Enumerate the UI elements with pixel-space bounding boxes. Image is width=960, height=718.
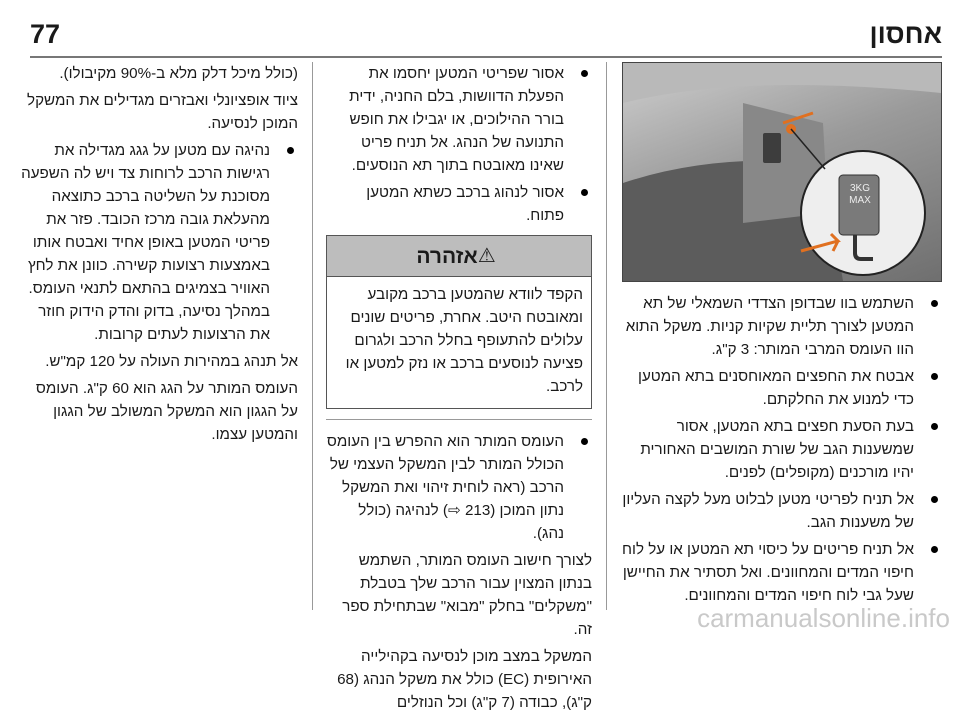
bullet-icon (931, 546, 938, 553)
page-number: 77 (30, 19, 61, 49)
paragraph: העומס המותר על הגג הוא 60 ק"ג. העומס על הגגון הוא המשקל המשולב של הגגון והמטען עצמו. (35, 380, 298, 443)
column-divider (606, 62, 607, 610)
warning-text: הקפד לוודא שהמטען ברכב מקובע ומאובטח היטב. אחרת, פריטים שונים עלולים להתעופף בחלל הרכב ולגרום פציעה לנוסעים ברכב או נזק למטען או לרכב. (345, 286, 583, 395)
list-item: אבטח את החפצים המאוחסנים בתא המטען כדי למנוע את החלקתם. (622, 365, 942, 411)
column-2 (326, 62, 592, 718)
list-item: העומס המותר הוא ההפרש בין העומס הכולל המותר לבין המשקל העצמי של הרכב (ראה לוחית זיהוי ואת המשקל נתון המוכן (213 ⇨) לנהיגה (כולל נהג). (326, 430, 592, 545)
bullet-icon (931, 423, 938, 430)
list-item: נהיגה עם מטען על גגג מגדילה את רגישות הרכב לרוחות צד ויש לה השפעה מסוכנת על השליטה ברכב כתוצאה מהעלאת גובה מרכז הכובד. פזר את פריטי המטען באופן אחיד ואבטח אותו באמצעות רצועות קשירה. כוונן את לחץ האוויר בצמיגים בהתאם לתנאי העומס. במהלך נסיעה, בדוק והדק הידוק חוזר את הרצועות לעתים קרובות. (18, 139, 298, 346)
column-1 (622, 62, 942, 611)
column-3 (18, 62, 298, 450)
trunk-hook-figure (622, 62, 942, 282)
watermark: carmanualsonline.info (697, 603, 950, 633)
paragraph: המשקל במצב מוכן לנסיעה בקהילייה האירופית (EC) כולל את משקל הנהג (68 ק"ג), כבודה (7 ק"ג) וכל הנוזלים (337, 648, 592, 711)
warning-box (326, 235, 592, 409)
bullet-icon (287, 147, 294, 154)
bullet-icon (581, 189, 588, 196)
list-item: אסור שפריטי המטען יחסמו את הפעלת הדוושות, בלם החניה, ידית בורר ההילוכים, או יגבילו את חופש התנועה של הנהג. אל תניח פריט שאינו מאובטח בתוך תא הנוסעים. (326, 62, 592, 177)
trunk-illustration (623, 63, 941, 281)
paragraph: (כולל מיכל דלק מלא ב-90% מקיבולו). (59, 65, 298, 82)
list-item: השתמש בוו שבדופן הצדדי השמאלי של תא המטען לצורך תליית שקיות קניות. משקל התוא הוו העומס המרבי המותר: 3 ק"ג. (622, 292, 942, 361)
warning-triangle-icon: ⚠ (477, 244, 496, 267)
page-header (30, 4, 942, 58)
bullet-icon (931, 300, 938, 307)
column-divider (312, 62, 313, 610)
divider (326, 419, 592, 420)
paragraph: לצורך חישוב העומס המותר, השתמש בנתון המצוין עבור הרכב שלך בטבלת "משקלים" בחלק "מבוא" שבתחילת ספר זה. (342, 552, 592, 638)
bullet-icon (581, 438, 588, 445)
page-title: אחסון (869, 19, 942, 49)
paragraph: ציוד אופציונלי ואבזרים מגדילים את המשקל המוכן לנסיעה. (27, 92, 298, 132)
paragraph: אל תנהג במהירות העולה על 120 קמ"ש. (45, 353, 298, 370)
warning-header: ⚠ אזהרה (327, 236, 591, 277)
list-item: אל תניח לפריטי מטען לבלוט מעל לקצה העליון של משענות הגב. (622, 488, 942, 534)
list-item: אסור לנהוג ברכב כשתא המטען פתוח. (326, 181, 592, 227)
list-item: בעת הסעת חפצים בתא המטען, אסור שמשענות הגב של שורת המושבים האחורית יהיו מורכנים (מקופלים) לפנים. (622, 415, 942, 484)
bullet-icon (581, 70, 588, 77)
list-item: אל תניח פריטים על כיסוי תא המטען או על לוח חיפוי המדים והמחוונים. ואל תסתיר את החיישן שעל גבי לוח חיפוי המדים והמחוונים. (622, 538, 942, 607)
bullet-icon (931, 373, 938, 380)
hook-weight-label: 3KG MAX (849, 183, 871, 206)
bullet-icon (931, 496, 938, 503)
